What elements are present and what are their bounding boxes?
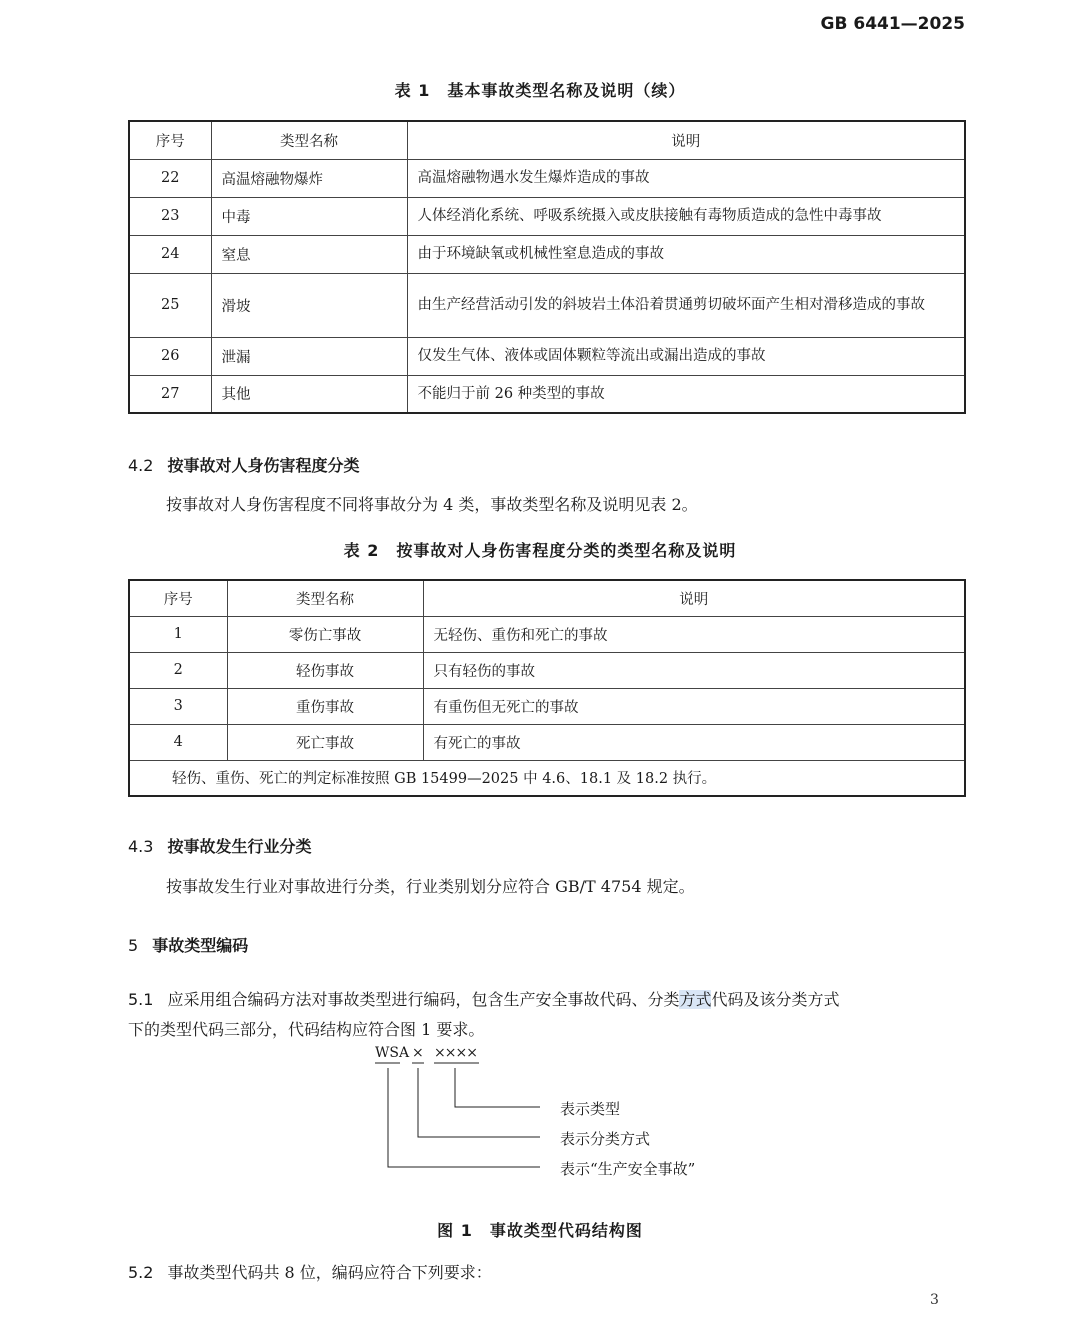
row-desc: 由生产经营活动引发的斜坡岩土体沿着贯通剪切破坏面产生相对滑移造成的事故 [407, 273, 965, 337]
connector-method [418, 1068, 540, 1137]
row-name: 窒息 [211, 235, 407, 273]
section-number: 4.3 [128, 837, 154, 856]
page-number: 3 [930, 1292, 939, 1308]
table2-col-name: 类型名称 [227, 580, 423, 616]
label-method: 表示分类方式 [560, 1130, 651, 1148]
label-type: 表示类型 [560, 1100, 621, 1118]
section-5-2-body [128, 1258, 492, 1288]
row-desc: 只有轻伤的事故 [423, 652, 965, 688]
row-desc: 仅发生气体、液体或固体颗粒等流出或漏出造成的事故 [407, 337, 965, 375]
table2-col-desc: 说明 [423, 580, 965, 616]
row-name: 中毒 [211, 197, 407, 235]
row-name: 死亡事故 [227, 724, 423, 760]
row-name: 轻伤事故 [227, 652, 423, 688]
section-title: 按事故对人身伤害程度分类 [167, 456, 360, 475]
label-accident: 表示“生产安全事故” [560, 1160, 696, 1178]
standard-code: GB 6441—2025 [820, 14, 965, 34]
row-no: 1 [129, 616, 227, 652]
row-no: 25 [129, 273, 211, 337]
connector-accident [388, 1068, 540, 1167]
figure1-caption: 图 1 事故类型代码结构图 [437, 1221, 643, 1240]
row-no: 26 [129, 337, 211, 375]
row-desc: 有死亡的事故 [423, 724, 965, 760]
row-desc: 由于环境缺氧或机械性窒息造成的事故 [407, 235, 965, 273]
row-name: 高温熔融物爆炸 [211, 159, 407, 197]
code-part-method: × [412, 1045, 424, 1061]
section-number: 4.2 [128, 456, 154, 475]
table1-col-name: 类型名称 [211, 121, 407, 159]
row-name: 滑坡 [211, 273, 407, 337]
table2-caption: 表 2 按事故对人身伤害程度分类的类型名称及说明 [343, 541, 737, 560]
row-name: 重伤事故 [227, 688, 423, 724]
row-desc: 不能归于前 26 种类型的事故 [407, 375, 965, 413]
row-no: 4 [129, 724, 227, 760]
section-4-2-body: 按事故对人身伤害程度不同将事故分为 4 类，事故类型名称及说明见表 2。 [166, 495, 698, 514]
row-desc: 高温熔融物遇水发生爆炸造成的事故 [407, 159, 965, 197]
row-name: 泄漏 [211, 337, 407, 375]
row-no: 3 [129, 688, 227, 724]
code-part-type: ×××× [434, 1045, 477, 1061]
section-title: 按事故发生行业分类 [167, 837, 312, 856]
section-text: 事故类型代码共 8 位，编码应符合下列要求： [167, 1263, 492, 1282]
table2-col-no: 序号 [129, 580, 227, 616]
row-no: 24 [129, 235, 211, 273]
section-number: 5.1 [128, 990, 154, 1009]
row-desc: 人体经消化系统、呼吸系统摄入或皮肤接触有毒物质造成的急性中毒事故 [407, 197, 965, 235]
selected-text[interactable]: 方式 [679, 990, 712, 1009]
row-desc: 无轻伤、重伤和死亡的事故 [423, 616, 965, 652]
line-text: 应采用组合编码方法对事故类型进行编码，包含生产安全事故代码、分类 [167, 990, 680, 1009]
row-name: 零伤亡事故 [227, 616, 423, 652]
table1-caption: 表 1 基本事故类型名称及说明（续） [394, 81, 686, 100]
table2-note: 轻伤、重伤、死亡的判定标准按照 GB 15499—2025 中 4.6、18.1 及 18.2 执行。 [129, 760, 965, 796]
row-no: 27 [129, 375, 211, 413]
section-number: 5 [128, 936, 139, 955]
connector-type [455, 1068, 540, 1107]
code-part-wsa: WSA [375, 1045, 410, 1061]
section-number: 5.2 [128, 1263, 154, 1282]
section-5-1-line2: 下的类型代码三部分，代码结构应符合图 1 要求。 [128, 1020, 485, 1039]
row-no: 22 [129, 159, 211, 197]
row-no: 2 [129, 652, 227, 688]
row-no: 23 [129, 197, 211, 235]
table1-col-desc: 说明 [407, 121, 965, 159]
table1-col-no: 序号 [129, 121, 211, 159]
section-title: 事故类型编码 [152, 936, 249, 955]
section-4-3-body: 按事故发生行业对事故进行分类，行业类别划分应符合 GB/T 4754 规定。 [166, 877, 695, 896]
row-name: 其他 [211, 375, 407, 413]
line-text: 代码及该分类方式 [711, 990, 840, 1009]
row-desc: 有重伤但无死亡的事故 [423, 688, 965, 724]
